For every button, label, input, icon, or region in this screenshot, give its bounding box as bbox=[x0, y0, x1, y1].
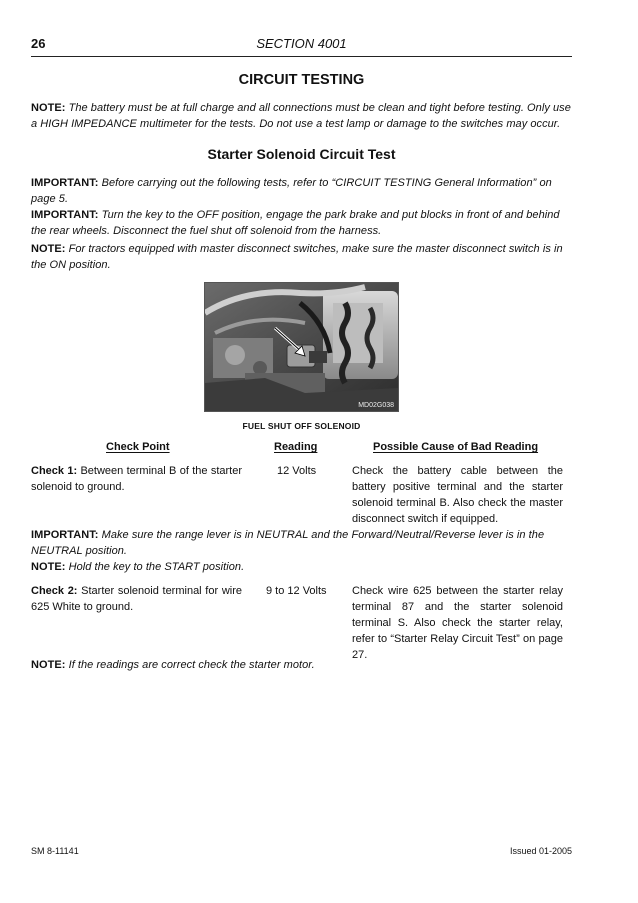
note-text: Hold the key to the START position. bbox=[65, 561, 245, 573]
important-text: Before carrying out the following tests, refer to “CIRCUIT TESTING General Information” on page 5. bbox=[31, 177, 552, 205]
note-text: If the readings are correct check the starter motor. bbox=[65, 659, 315, 671]
check-2-cause: Check wire 625 between the starter relay terminal 87 and the starter solenoid terminal S. Also check the starter relay, refer to “Starter Relay Circuit Test” on page 27. bbox=[352, 585, 563, 661]
figure-code: MD02G038 bbox=[358, 402, 394, 409]
important-label: IMPORTANT: bbox=[31, 529, 99, 541]
master-switch-note bbox=[31, 241, 572, 273]
column-header-check-point: Check Point bbox=[106, 441, 170, 453]
check-label: Check 1: bbox=[31, 465, 78, 477]
important-label: IMPORTANT: bbox=[31, 177, 99, 189]
note-label: NOTE: bbox=[31, 243, 66, 255]
check-2-point bbox=[31, 583, 242, 615]
page-number: 26 bbox=[31, 36, 46, 51]
page-title: CIRCUIT TESTING bbox=[238, 72, 365, 88]
check-1-reading: 12 Volts bbox=[277, 465, 317, 477]
note-label: NOTE: bbox=[31, 659, 66, 671]
column-header-cause: Possible Cause of Bad Reading bbox=[373, 441, 539, 453]
section-subtitle: Starter Solenoid Circuit Test bbox=[207, 146, 396, 162]
check-1-cause: Check the battery cable between the battery positive terminal and the starter solenoid terminal B. Also check the master disconnect switch if equipped. bbox=[352, 465, 563, 525]
intro-note bbox=[31, 100, 572, 132]
important-note-2 bbox=[31, 207, 572, 239]
important-text: Turn the key to the OFF position, engage the park brake and put blocks in front of and behind the rear wheels. Disconnect the fuel shut off solenoid from the harness. bbox=[31, 209, 560, 237]
note-text: For tractors equipped with master disconnect switches, make sure the master disconnect switch is in the ON position. bbox=[31, 243, 563, 271]
figure-caption: FUEL SHUT OFF SOLENOID bbox=[242, 421, 361, 431]
final-note bbox=[31, 657, 572, 673]
note-text: The battery must be at full charge and all connections must be clean and tight before testing. Only use a HIGH IMPEDANCE multimeter for the tests. Do not use a test lamp or damage to the switches may occur. bbox=[31, 102, 571, 130]
important-text: Make sure the range lever is in NEUTRAL and the Forward/Neutral/Reverse lever is in the NEUTRAL position. bbox=[31, 529, 545, 557]
important-note-1 bbox=[31, 175, 572, 207]
check-2-reading: 9 to 12 Volts bbox=[266, 585, 327, 597]
engine-photo-illustration bbox=[205, 283, 398, 411]
issue-date: Issued 01-2005 bbox=[509, 846, 572, 856]
section-title: SECTION 4001 bbox=[256, 36, 347, 51]
column-header-reading: Reading bbox=[274, 441, 318, 453]
check-point-text: Between terminal B of the starter solenoid to ground. bbox=[31, 465, 242, 493]
start-note bbox=[31, 559, 572, 575]
check-label: Check 2: bbox=[31, 585, 78, 597]
solenoid-photo bbox=[204, 282, 399, 412]
check-point-text: Starter solenoid terminal for wire 625 White to ground. bbox=[31, 585, 242, 613]
document-number: SM 8-11141 bbox=[31, 846, 79, 856]
page-header bbox=[31, 36, 572, 57]
important-note-3 bbox=[31, 527, 572, 559]
check-1-point bbox=[31, 463, 242, 495]
note-label: NOTE: bbox=[31, 102, 66, 114]
important-label: IMPORTANT: bbox=[31, 209, 99, 221]
note-label: NOTE: bbox=[31, 561, 66, 573]
